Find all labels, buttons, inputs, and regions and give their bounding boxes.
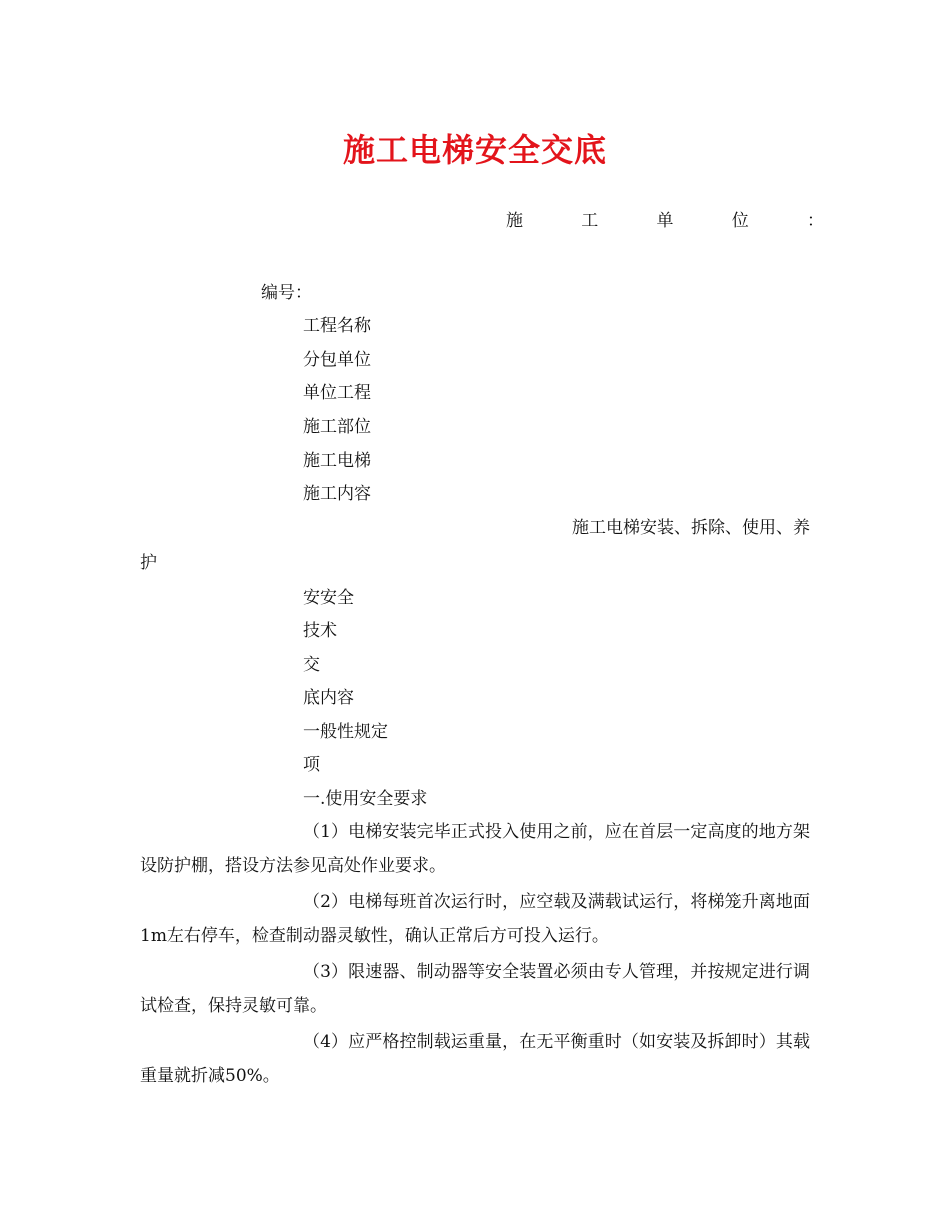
content-text-line-a: 施工电梯安装、拆除、使用、养 bbox=[572, 518, 810, 538]
unit-char: 单 bbox=[656, 211, 674, 231]
content-text-line-b: 护 bbox=[140, 553, 157, 573]
section-line: 交 bbox=[303, 655, 320, 675]
rule-paragraph-4: （4）应严格控制载运重量，在无平衡重时（如安装及拆卸时）其载重量就折减50%。 bbox=[140, 1032, 810, 1086]
field-construction-elevator: 施工电梯 bbox=[303, 451, 371, 471]
rule-paragraph-1: （1）电梯安装完毕正式投入使用之前，应在首层一定高度的地方架设防护棚，搭设方法参见高处作业要求。 bbox=[140, 822, 810, 876]
construction-unit-label bbox=[506, 208, 824, 234]
number-label: 编号： bbox=[261, 283, 312, 303]
unit-char: 施 bbox=[506, 211, 523, 231]
section-line: 技术 bbox=[303, 621, 337, 641]
section-heading: 一.使用安全要求 bbox=[303, 789, 428, 809]
rule-paragraph-3: （3）限速器、制动器等安全装置必须由专人管理，并按规定进行调试检查，保持灵敏可靠。 bbox=[140, 962, 810, 1016]
rule-paragraph-2: （2）电梯每班首次运行时，应空载及满载试运行，将梯笼升离地面1m左右停车，检查制动器灵敏性，确认正常后方可投入运行。 bbox=[140, 892, 810, 946]
field-subcontractor: 分包单位 bbox=[303, 350, 371, 370]
section-line: 底内容 bbox=[303, 688, 354, 708]
field-unit-project: 单位工程 bbox=[303, 383, 371, 403]
document-title: 施工电梯安全交底 bbox=[342, 131, 607, 169]
field-project-name: 工程名称 bbox=[303, 316, 371, 336]
field-construction-part: 施工部位 bbox=[303, 417, 371, 437]
field-construction-content: 施工内容 bbox=[303, 484, 371, 504]
unit-char: 位 bbox=[731, 211, 749, 231]
section-line: 一般性规定 bbox=[303, 722, 388, 742]
section-line: 安安全 bbox=[303, 588, 354, 608]
section-line: 项 bbox=[303, 755, 320, 775]
unit-char: ： bbox=[807, 211, 824, 231]
unit-char: 工 bbox=[581, 211, 599, 231]
